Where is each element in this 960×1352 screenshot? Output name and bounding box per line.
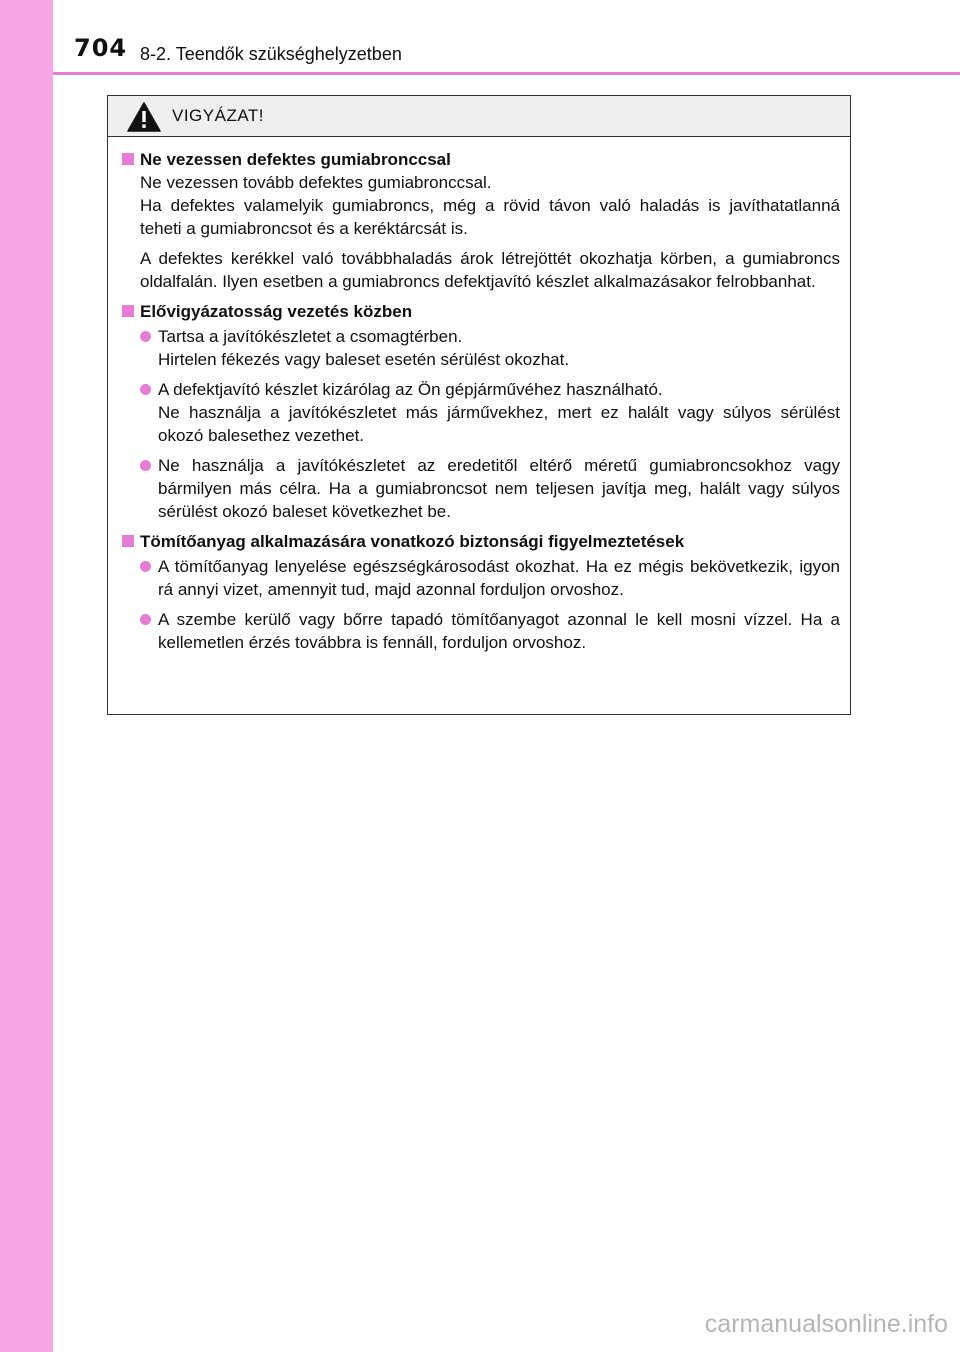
square-bullet-icon [122, 535, 134, 547]
section-heading-text: Tömítőanyag alkalmazására vonatkozó biztonsági figyelmeztetések [140, 532, 685, 551]
warning-header [108, 96, 850, 137]
list-item-text: Tartsa a javítókészletet a csomagtérben. [158, 327, 463, 346]
section-heading [122, 300, 840, 323]
list-item-text: Hirtelen fékezés vagy baleset esetén sérülést okozhat. [158, 350, 570, 369]
list-item-text: Ne használja a javítókészletet az eredetitől eltérő méretű gumiabroncsokhoz vagy bármilyen más célra. Ha a gumiabroncsot nem teljesen javítja meg, halált vagy súlyos sérülést okozó baleset következhet be. [158, 456, 840, 521]
round-bullet-icon [140, 331, 151, 342]
round-bullet-icon [140, 614, 151, 625]
section-heading-text: Elővigyázatosság vezetés közben [140, 302, 413, 321]
section-heading-text: Ne vezessen defektes gumiabronccsal [140, 150, 451, 169]
warning-body [108, 137, 850, 654]
paragraph: Ne vezessen tovább defektes gumiabronccsal. [140, 173, 492, 192]
list-item [122, 454, 840, 523]
list-item-text: A szembe kerülő vagy bőrre tapadó tömítőanyagot azonnal le kell mosni vízzel. Ha a kellemetlen érzés továbbra is fennáll, forduljon orvoshoz. [158, 610, 840, 652]
list-item [122, 608, 840, 654]
square-bullet-icon [122, 305, 134, 317]
round-bullet-icon [140, 384, 151, 395]
header-divider [53, 72, 960, 75]
warning-triangle-icon [127, 102, 161, 132]
round-bullet-icon [140, 561, 151, 572]
list-item-text: A defektjavító készlet kizárólag az Ön gépjárművéhez használható. [158, 380, 663, 399]
list-item [122, 325, 840, 371]
section-heading [122, 148, 840, 171]
warning-box [107, 95, 851, 715]
paragraph: Ha defektes valamelyik gumiabroncs, még a rövid távon való haladás is javíthatatlanná teheti a gumiabroncsot és a keréktárcsát is. [140, 196, 840, 238]
side-color-strip [0, 0, 53, 1352]
square-bullet-icon [122, 153, 134, 165]
list-item-text: Ne használja a javítókészletet más járművekhez, mert ez halált vagy súlyos sérülést okozó balesethez vezethet. [158, 403, 840, 445]
footer-watermark: carmanualsonline.info [704, 1310, 948, 1338]
page-number: 704 [74, 34, 128, 62]
section-heading [122, 530, 840, 553]
round-bullet-icon [140, 460, 151, 471]
list-item [122, 555, 840, 601]
warning-title: VIGYÁZAT! [172, 106, 265, 125]
paragraph: A defektes kerékkel való továbbhaladás árok létrejöttét okozhatja körben, a gumiabroncs oldalfalán. Ilyen esetben a gumiabroncs defektjavító készlet alkalmazásakor felrobbanhat. [140, 249, 840, 291]
section-title: 8-2. Teendők szükséghelyzetben [140, 44, 402, 64]
list-item-text: A tömítőanyag lenyelése egészségkárosodást okozhat. Ha ez mégis bekövetkezik, igyon rá annyi vizet, amennyit tud, majd azonnal forduljon orvoshoz. [158, 557, 840, 599]
list-item [122, 378, 840, 447]
